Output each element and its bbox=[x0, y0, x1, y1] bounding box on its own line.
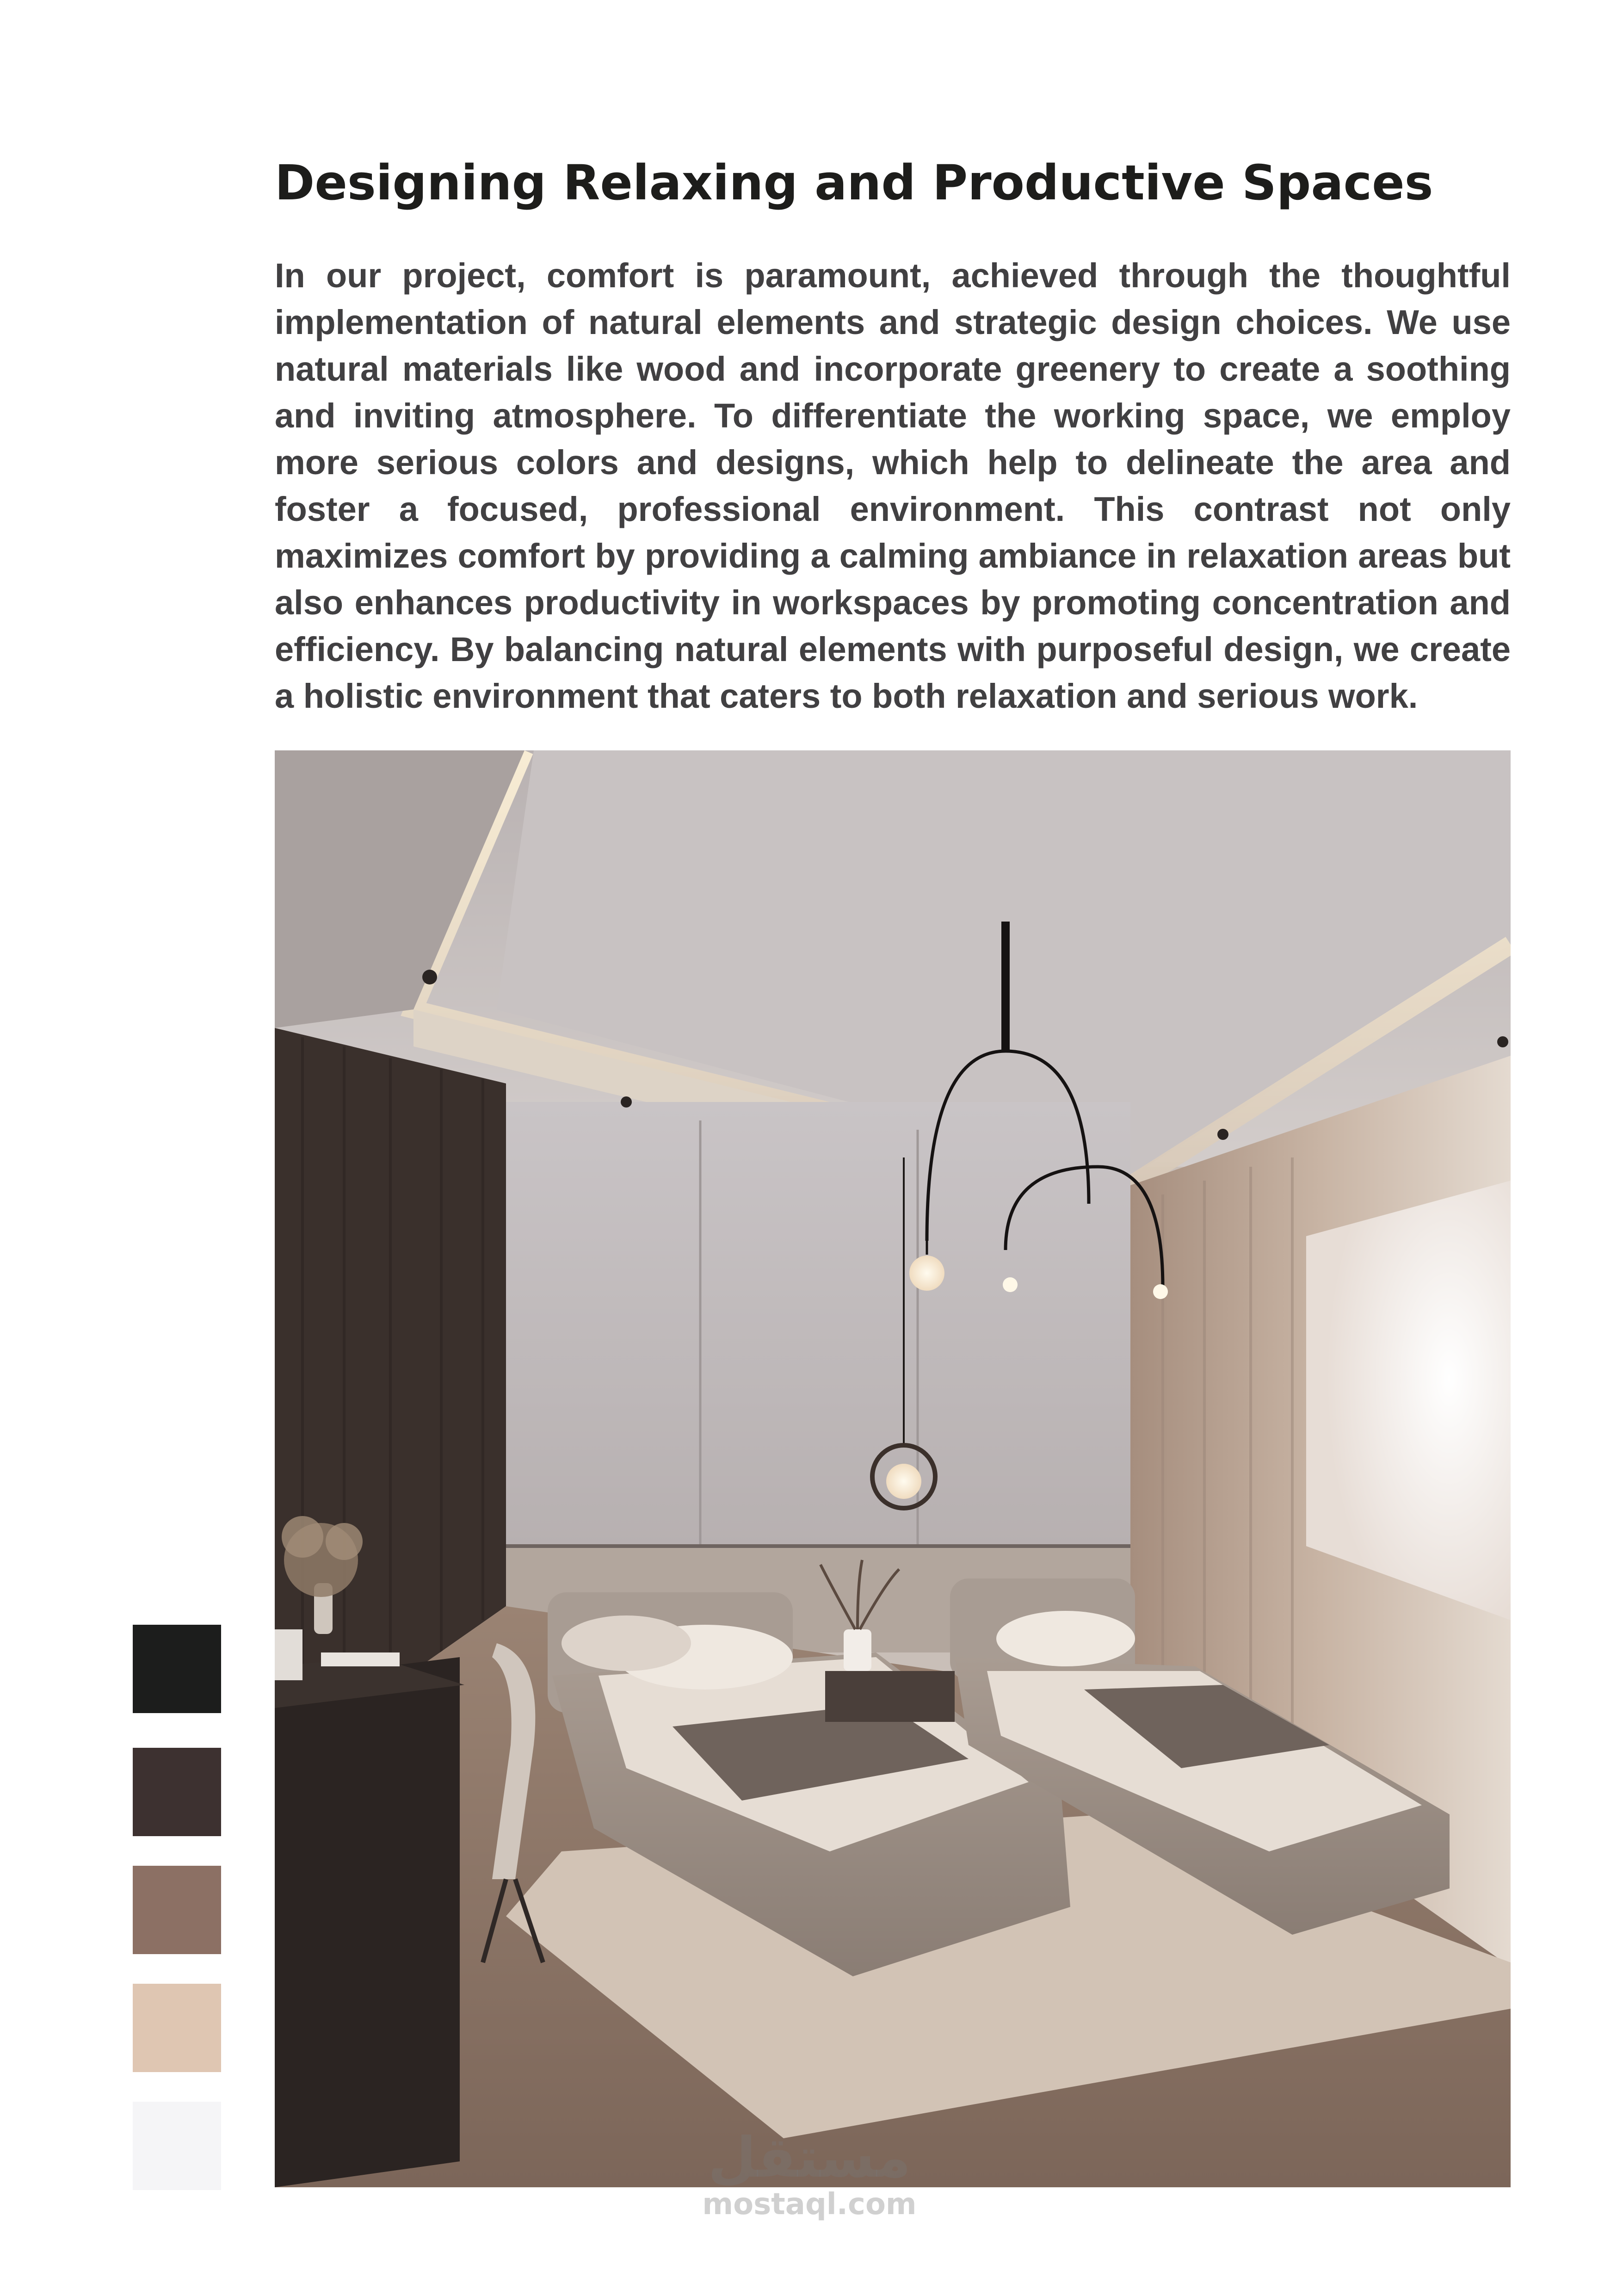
palette-swatch-off-white bbox=[133, 2102, 221, 2190]
watermark-url: mostaql.com bbox=[702, 2187, 917, 2222]
palette-swatch-taupe bbox=[133, 1866, 221, 1954]
bedroom-render-photo bbox=[275, 750, 1511, 2190]
mostaql-watermark bbox=[694, 2128, 925, 2221]
palette-swatch-black bbox=[133, 1625, 221, 1713]
watermark-brand: مستقل bbox=[708, 2126, 911, 2190]
body-paragraph: In our project, comfort is paramount, achieved through the thoughtful implementation of natural elements and strategic design choices. We use natural materials like wood and incorporate greenery to create a soothing and inviting atmosphere. To differentiate the working space, we employ more serious colors and designs, which help to delineate the area and foster a focused, professional environment. This contrast not only maximizes comfort by providing a calming ambiance in relaxation areas but also enhances productivity in workspaces by promoting concentration and efficiency. By balancing natural elements with purposeful design, we create a holistic environment that caters to both relaxation and serious work. bbox=[275, 256, 1511, 715]
palette-swatch-dark-brown bbox=[133, 1748, 221, 1836]
palette-swatch-beige bbox=[133, 1984, 221, 2072]
page-heading: Designing Relaxing and Productive Spaces bbox=[275, 155, 1433, 211]
